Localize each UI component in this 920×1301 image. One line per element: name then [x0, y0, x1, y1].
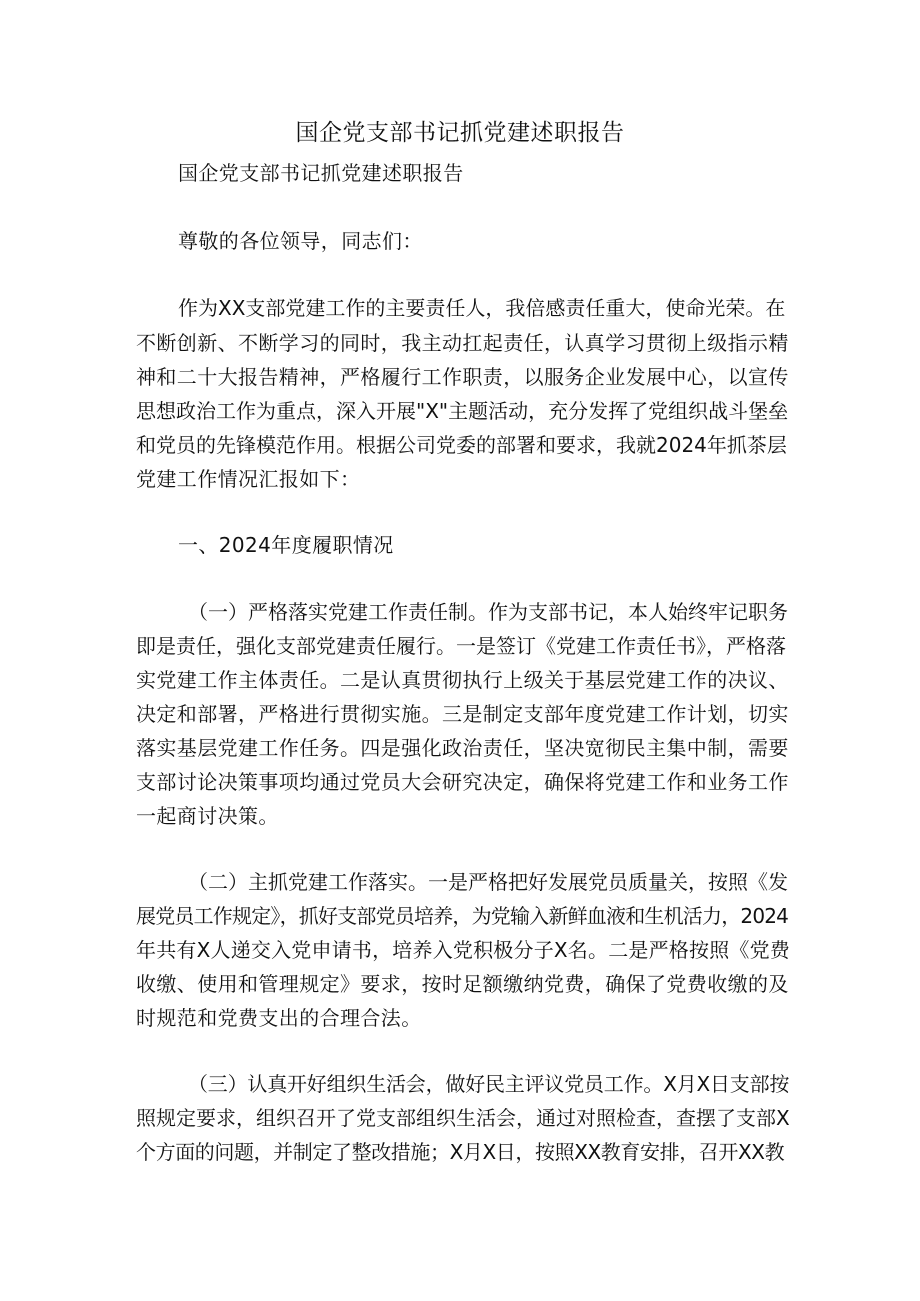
- paragraph-line: 收缴、使用和管理规定》要求，按时足额缴纳党费，确保了党费收缴的及: [136, 972, 789, 996]
- section-heading: 一、2024年度履职情况: [178, 533, 394, 557]
- paragraph-line: 实党建工作主体责任。二是认真贯彻执行上级关于基层党建工作的决议、: [136, 668, 789, 692]
- paragraph-line: 一起商讨决策。: [136, 804, 279, 828]
- intro-line: 神和二十大报告精神，严格履行工作职责，以服务企业发展中心，以宣传: [136, 365, 789, 389]
- paragraph-line: 时规范和党费支出的合理合法。: [136, 1006, 422, 1030]
- paragraph-line: 照规定要求，组织召开了党支部组织生活会，通过对照检查，查摆了支部X: [136, 1106, 790, 1130]
- paragraph-line: 支部讨论决策事项均通过党员大会研究决定，确保将党建工作和业务工作: [136, 770, 789, 794]
- paragraph-line: 落实基层党建工作任务。四是强化政治责任，坚决宽彻民主集中制，需要: [136, 736, 789, 760]
- document-subtitle: 国企党支部书记抓党建述职报告: [178, 161, 464, 185]
- intro-line: 不断创新、不断学习的同时，我主动扛起责任，认真学习贯彻上级指示精: [136, 331, 789, 355]
- paragraph-line: 年共有X人递交入党申请书，培养入党积极分子X名。二是严格按照《党费: [136, 938, 791, 962]
- paragraph-line: 即是责任，强化支部党建责任履行。一是签订《党建工作责任书》，严格落: [136, 634, 786, 658]
- paragraph-line: 展党员工作规定》，抓好支部党员培养，为党输入新鲜血液和生机活力，2024: [136, 904, 789, 928]
- intro-line: 思想政治工作为重点，深入开展"X"主题活动，充分发挥了党组织战斗堡垒: [136, 399, 789, 423]
- intro-line: 作为XX支部党建工作的主要责任人，我倍感责任重大，使命光荣。在: [178, 296, 786, 320]
- document-title: 国企党支部书记抓党建述职报告: [295, 120, 625, 146]
- paragraph-line: （一）严格落实党建工作责任制。作为支部书记，本人始终牢记职务: [188, 600, 788, 624]
- salutation: 尊敬的各位领导，同志们：: [178, 229, 423, 253]
- intro-line: 和党员的先锋模范作用。根据公司党委的部署和要求，我就2024年抓茶层: [136, 433, 787, 457]
- paragraph-line: 个方面的问题，并制定了整改措施；X月X日，按照XX教育安排，召开XX教: [136, 1140, 785, 1164]
- paragraph-line: （二）主抓党建工作落实。一是严格把好发展党员质量关，按照《发: [188, 870, 788, 894]
- paragraph-line: 决定和部署，严格进行贯彻实施。三是制定支部年度党建工作计划，切实: [136, 702, 789, 726]
- paragraph-line: （三）认真开好组织生活会，做好民主评议党员工作。X月X日支部按: [188, 1072, 790, 1096]
- intro-line: 党建工作情况汇报如下：: [136, 467, 361, 491]
